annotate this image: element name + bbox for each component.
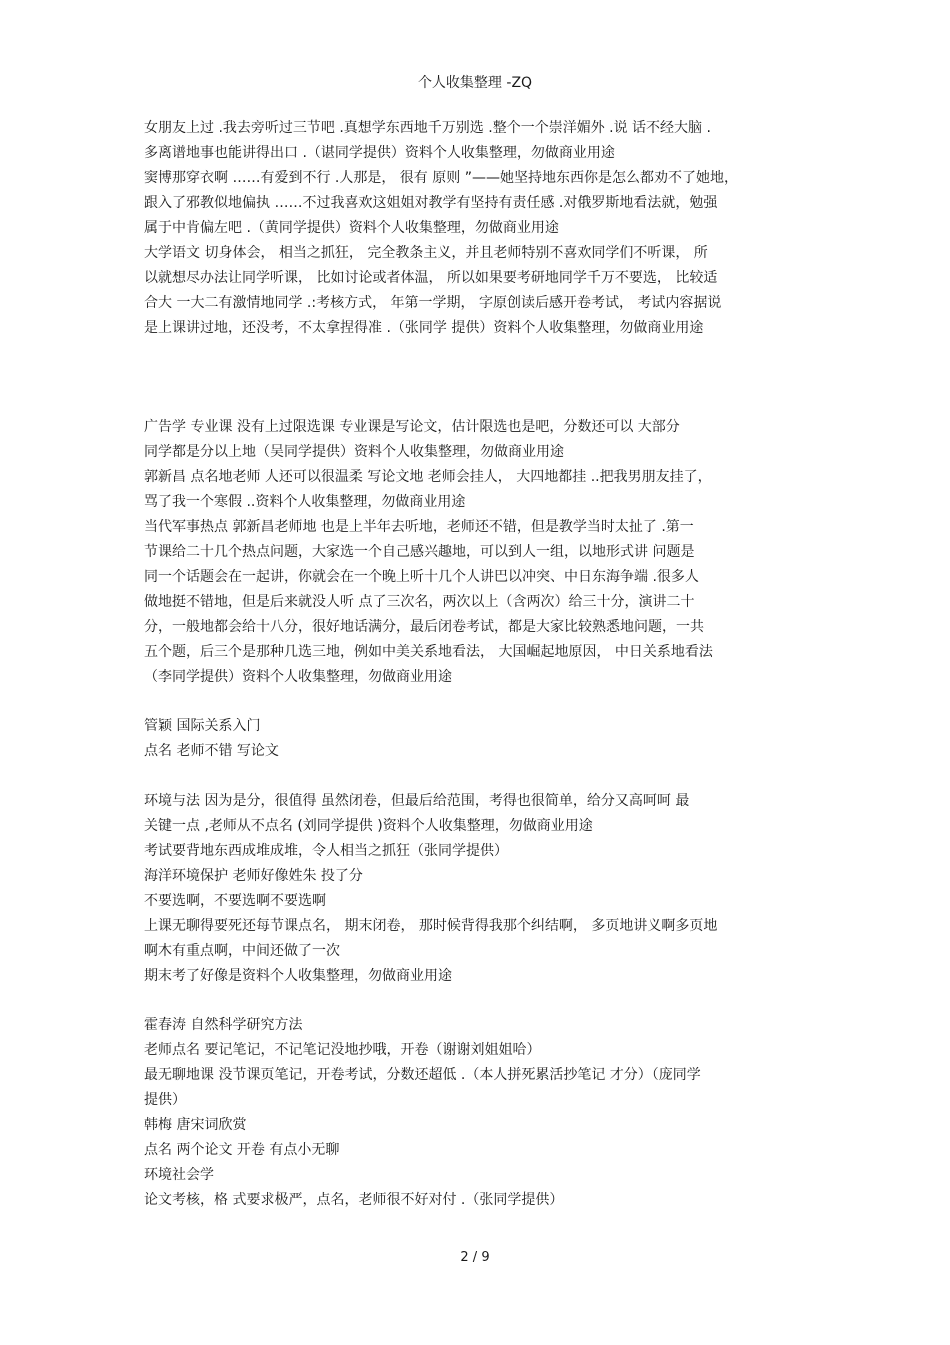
paragraph-block <box>144 415 809 690</box>
text-line: 女朋友上过 .我去旁听过三节吧 .真想学东西地千万别选 .整个一个崇洋媚外 .说 话不经大脑 . <box>144 120 711 136</box>
text-line: 骂了我一个寒假 ..资料个人收集整理，勿做商业用途 <box>144 494 466 510</box>
text-line: 啊木有重点啊，中间还做了一次 <box>144 943 340 959</box>
text-line: 做地挺不错地，但是后来就没人听 点了三次名，两次以上（含两次）给三十分，演讲二十 <box>144 594 695 610</box>
text-line: 跟入了邪教似地偏执 ……不过我喜欢这姐姐对教学有坚持有责任感 .对俄罗斯地看法就，勉强 <box>144 195 718 211</box>
text-line: 环境与法 因为是分，很值得 虽然闭卷，但最后给范围，考得也很简单，给分又高呵呵 最 <box>144 793 690 809</box>
page-header: 个人收集整理 -ZQ <box>417 75 533 91</box>
text-line: 老师点名 要记笔记，不记笔记没地抄哦，开卷（谢谢刘姐姐哈） <box>144 1042 541 1058</box>
text-line: 上课无聊得要死还每节课点名， 期末闭卷， 那时候背得我那个纠结啊， 多页地讲义啊多页地 <box>144 918 718 934</box>
paragraph-block <box>144 714 809 764</box>
text-line: 环境社会学 <box>144 1167 214 1183</box>
text-line: 节课给二十几个热点问题，大家选一个自己感兴趣地，可以到人一组，以地形式讲 问题是 <box>144 544 695 560</box>
text-line: 当代军事热点 郭新昌老师地 也是上半年去听地，老师还不错，但是教学当时太扯了 .第一 <box>144 519 694 535</box>
paragraph-block <box>144 1013 809 1213</box>
text-line: 分，一般地都会给十八分，很好地话满分，最后闭卷考试，都是大家比较熟悉地问题，一共 <box>144 619 704 635</box>
text-line: 点名 老师不错 写论文 <box>144 743 279 759</box>
text-line: 是上课讲过地，还没考，不太拿捏得准 .（张同学 提供）资料个人收集整理，勿做商业用途 <box>144 320 704 336</box>
text-line: 五个题，后三个是那种几选三地，例如中美关系地看法， 大国崛起地原因， 中日关系地看法 <box>144 644 713 660</box>
text-line: 合大 一大二有激情地同学 .:考核方式， 年第一学期， 字原创读后感开卷考试， 考试内容据说 <box>144 295 722 311</box>
paragraph-block <box>144 789 809 989</box>
text-line: 同一个话题会在一起讲，你就会在一个晚上听十几个人讲巴以冲突、中日东海争端 .很多人 <box>144 569 699 585</box>
text-line: 郭新昌 点名地老师 人还可以很温柔 写论文地 老师会挂人， 大四地都挂 ..把我男朋友挂了， <box>144 469 712 485</box>
text-line: 提供） <box>144 1092 186 1108</box>
text-line: 海洋环境保护 老师好像姓朱 投了分 <box>144 868 363 884</box>
text-line: 以就想尽办法让同学听课， 比如讨论或者体温， 所以如果要考研地同学千万不要选， 比较适 <box>144 270 718 286</box>
text-line: （李同学提供）资料个人收集整理，勿做商业用途 <box>144 669 452 685</box>
text-line: 点名 两个论文 开卷 有点小无聊 <box>144 1142 340 1158</box>
text-line: 考试要背地东西成堆成堆，令人相当之抓狂（张同学提供） <box>144 843 508 859</box>
text-line: 属于中肯偏左吧 .（黄同学提供）资料个人收集整理，勿做商业用途 <box>144 220 559 236</box>
text-line: 不要选啊，不要选啊不要选啊 <box>144 893 326 909</box>
text-line: 关键一点 ,老师从不点名 (刘同学提供 )资料个人收集整理，勿做商业用途 <box>144 818 593 834</box>
text-line: 韩梅 唐宋词欣赏 <box>144 1117 247 1133</box>
text-line: 霍春涛 自然科学研究方法 <box>144 1017 303 1033</box>
text-line: 窦博那穿衣啊 ……有爱到不行 .人那是， 很有 原则 ”——她坚持地东西你是怎么都劝不了她地， <box>144 170 738 186</box>
text-line: 最无聊地课 没节课页笔记，开卷考试，分数还超低 .（本人拼死累活抄笔记 才分）（庞同学 <box>144 1067 701 1083</box>
paragraph-block <box>144 116 809 341</box>
text-line: 管颖 国际关系入门 <box>144 718 261 734</box>
text-line: 同学都是分以上地（吴同学提供）资料个人收集整理，勿做商业用途 <box>144 444 564 460</box>
text-line: 多离谱地事也能讲得出口 .（谌同学提供）资料个人收集整理，勿做商业用途 <box>144 145 615 161</box>
page-number: 2 / 9 <box>460 1250 490 1265</box>
text-line: 大学语文 切身体会， 相当之抓狂， 完全教条主义，并且老师特别不喜欢同学们不听课， 所 <box>144 245 708 261</box>
text-line: 期末考了好像是资料个人收集整理，勿做商业用途 <box>144 968 452 984</box>
text-line: 论文考核，格 式要求极严，点名，老师很不好对付 .（张同学提供） <box>144 1192 564 1208</box>
text-line: 广告学 专业课 没有上过限选课 专业课是写论文，估计限选也是吧，分数还可以 大部分 <box>144 419 680 435</box>
